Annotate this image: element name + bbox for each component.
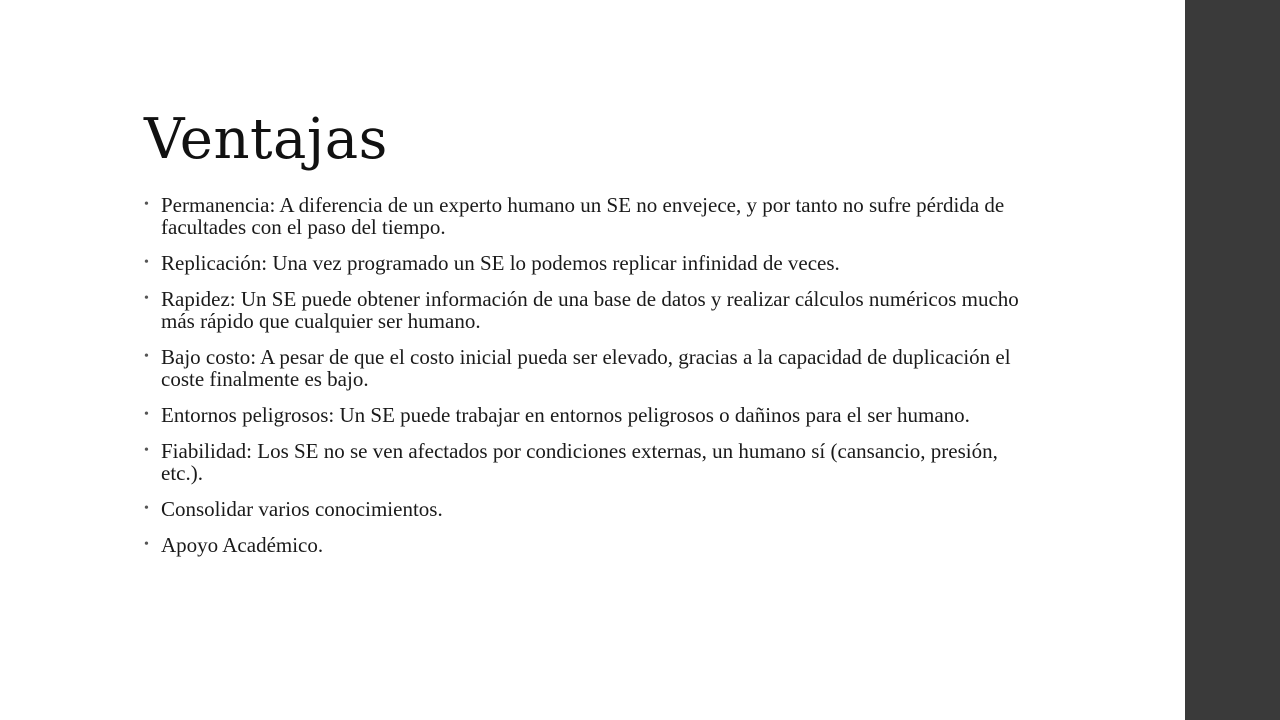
bullet-dot-icon: •: [144, 407, 149, 422]
slide-title: Ventajas: [144, 107, 388, 172]
bullet-dot-icon: •: [144, 349, 149, 364]
bullet-text: Replicación: Una vez programado un SE lo podemos replicar infinidad de veces.: [161, 251, 840, 275]
bullet-dot-icon: •: [144, 255, 149, 270]
bullet-list: [144, 194, 1044, 570]
bullet-item: [144, 534, 1044, 556]
bullet-item: [144, 440, 1044, 484]
bullet-text: Permanencia: A diferencia de un experto humano un SE no envejece, y por tanto no sufre pérdida de facultades con el paso del tiempo.: [161, 193, 1005, 239]
bullet-item: [144, 252, 1044, 274]
bullet-text: Apoyo Académico.: [161, 533, 324, 557]
side-accent-bar: [1185, 0, 1280, 720]
bullet-dot-icon: •: [144, 197, 149, 212]
bullet-dot-icon: •: [144, 443, 149, 458]
bullet-text: Bajo costo: A pesar de que el costo inicial pueda ser elevado, gracias a la capacidad de duplicación el coste finalmente es bajo.: [161, 345, 1011, 391]
bullet-item: [144, 194, 1044, 238]
bullet-item: [144, 346, 1044, 390]
bullet-dot-icon: •: [144, 291, 149, 306]
bullet-item: [144, 498, 1044, 520]
bullet-dot-icon: •: [144, 537, 149, 552]
bullet-text: Consolidar varios conocimientos.: [161, 497, 443, 521]
bullet-item: [144, 288, 1044, 332]
bullet-dot-icon: •: [144, 501, 149, 516]
bullet-text: Rapidez: Un SE puede obtener información de una base de datos y realizar cálculos numéricos mucho más rápido que cualquier ser humano.: [161, 287, 1019, 333]
bullet-item: [144, 404, 1044, 426]
bullet-text: Fiabilidad: Los SE no se ven afectados por condiciones externas, un humano sí (cansancio, presión, etc.).: [161, 439, 998, 485]
bullet-text: Entornos peligrosos: Un SE puede trabajar en entornos peligrosos o dañinos para el ser humano.: [161, 403, 970, 427]
